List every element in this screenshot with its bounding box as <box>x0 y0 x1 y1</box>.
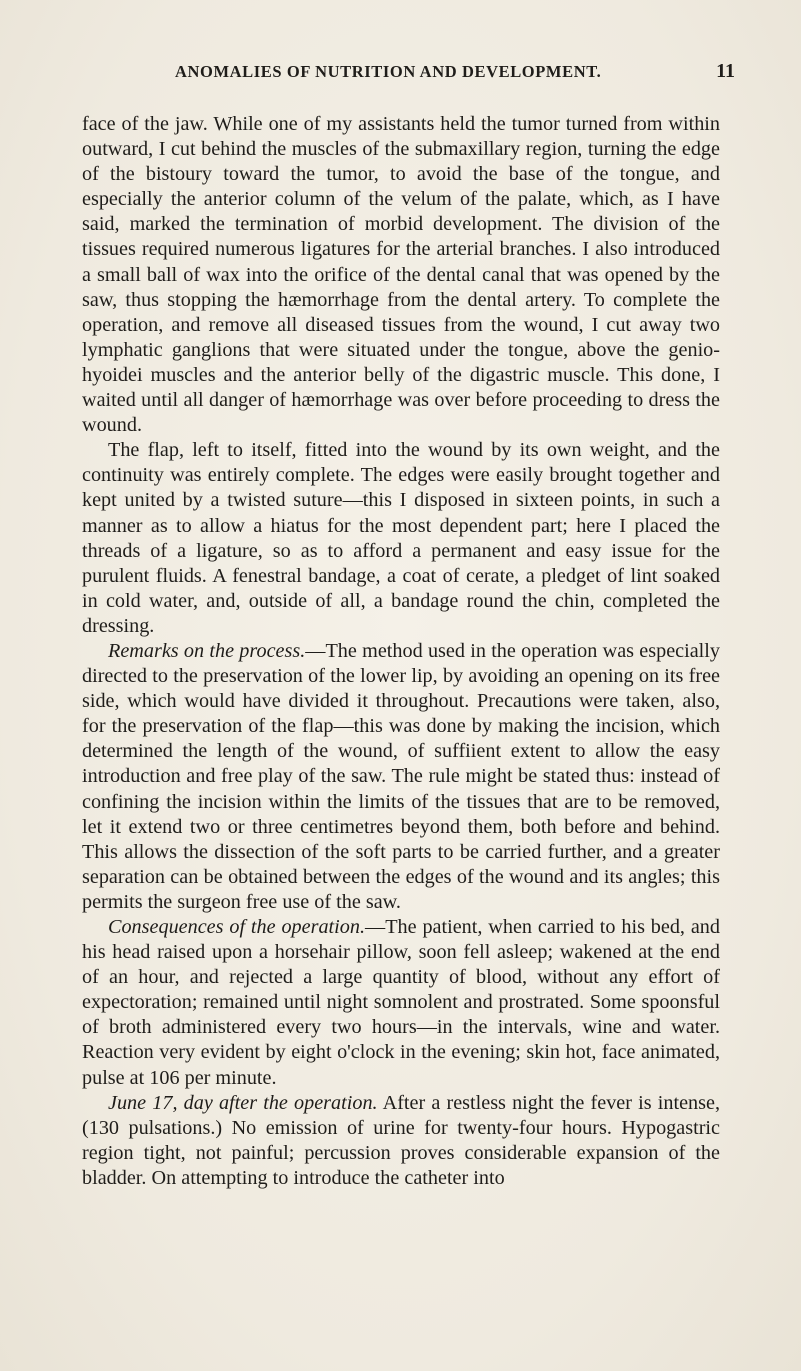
text-body <box>82 112 720 1191</box>
running-head <box>155 62 755 88</box>
paragraph-text: After a restless night the fever is intense, (130 pulsations.) No emission of urine for twenty-four hours. Hypogastric region tight, not painful; percussion proves considerable expansion of the bladder. On attempting to introduce the catheter into <box>82 1091 720 1189</box>
paragraph-lead-heading: June 17, day after the operation. <box>108 1091 378 1114</box>
paragraph-dressing <box>82 438 720 639</box>
paragraph-text: —The patient, when carried to his bed, and his head raised upon a horsehair pillow, soon fell asleep; wakened at the end of an hour, and rejected a large quantity of blood, without any effort of expectoration; remained until night somnolent and prostrated. Some spoonsful of broth administered every two hours—in the intervals, wine and water. Reaction very evident by eight o'clock in the evening; skin hot, face animated, pulse at 106 per minute. <box>82 916 720 1089</box>
paragraph-june-17 <box>82 1091 720 1191</box>
page-number: 11 <box>716 60 735 82</box>
paragraph-remarks <box>82 639 720 915</box>
paragraph-text: face of the jaw. While one of my assistants held the tumor turned from within outward, I cut behind the muscles of the submaxillary region, turning the edge of the bistoury toward the tumor, to avoid the base of the tongue, and especially the anterior column of the velum of the palate, which, as I have said, marked the termination of morbid development. The division of the tissues required numerous ligatures for the arterial branches. I also introduced a small ball of wax into the orifice of the dental canal that was opened by the saw, thus stopping the hæmorrhage from the dental artery. To complete the operation, and remove all diseased tissues from the wound, I cut away two lymphatic ganglions that were situated under the tongue, above the genio-hyoidei muscles and the anterior belly of the digastric muscle. This done, I waited until all danger of hæmorrhage was over before proceeding to dress the wound. <box>82 113 720 437</box>
running-title: ANOMALIES OF NUTRITION AND DEVELOPMENT. <box>175 62 602 81</box>
paragraph-lead-heading: Consequences of the operation. <box>108 916 366 938</box>
paragraph-operation-continued <box>82 112 720 438</box>
paragraph-lead-heading: Remarks on the process. <box>108 639 306 662</box>
paragraph-text: The flap, left to itself, fitted into the wound by its own weight, and the continuity was entirely complete. The edges were easily brought together and kept united by a twisted suture—this I disposed in sixteen points, in such a manner as to allow a hiatus for the most dependent part; here I placed the threads of a ligature, so as to afford a permanent and easy issue for the purulent fluids. A fenestral bandage, a coat of cerate, a pledget of lint soaked in cold water, and, outside of all, a bandage round the chin, completed the dressing. <box>82 439 720 637</box>
paragraph-text: —The method used in the operation was especially directed to the preservation of the lower lip, by avoiding an opening on its free side, which would have divided it throughout. Precautions were taken, also, for the preservation of the flap—this was done by making the incision, which determined the length of the wound, of suffiient extent to allow the easy introduction and free play of the saw. The rule might be stated thus: instead of confining the incision within the limits of the tissues that are to be removed, let it extend two or three centimetres beyond them, both before and behind. This allows the dissection of the soft parts to be carried further, and a greater separation can be obtained between the edges of the wound and its angles; this permits the surgeon free use of the saw. <box>82 639 720 913</box>
paragraph-consequences <box>82 915 720 1091</box>
